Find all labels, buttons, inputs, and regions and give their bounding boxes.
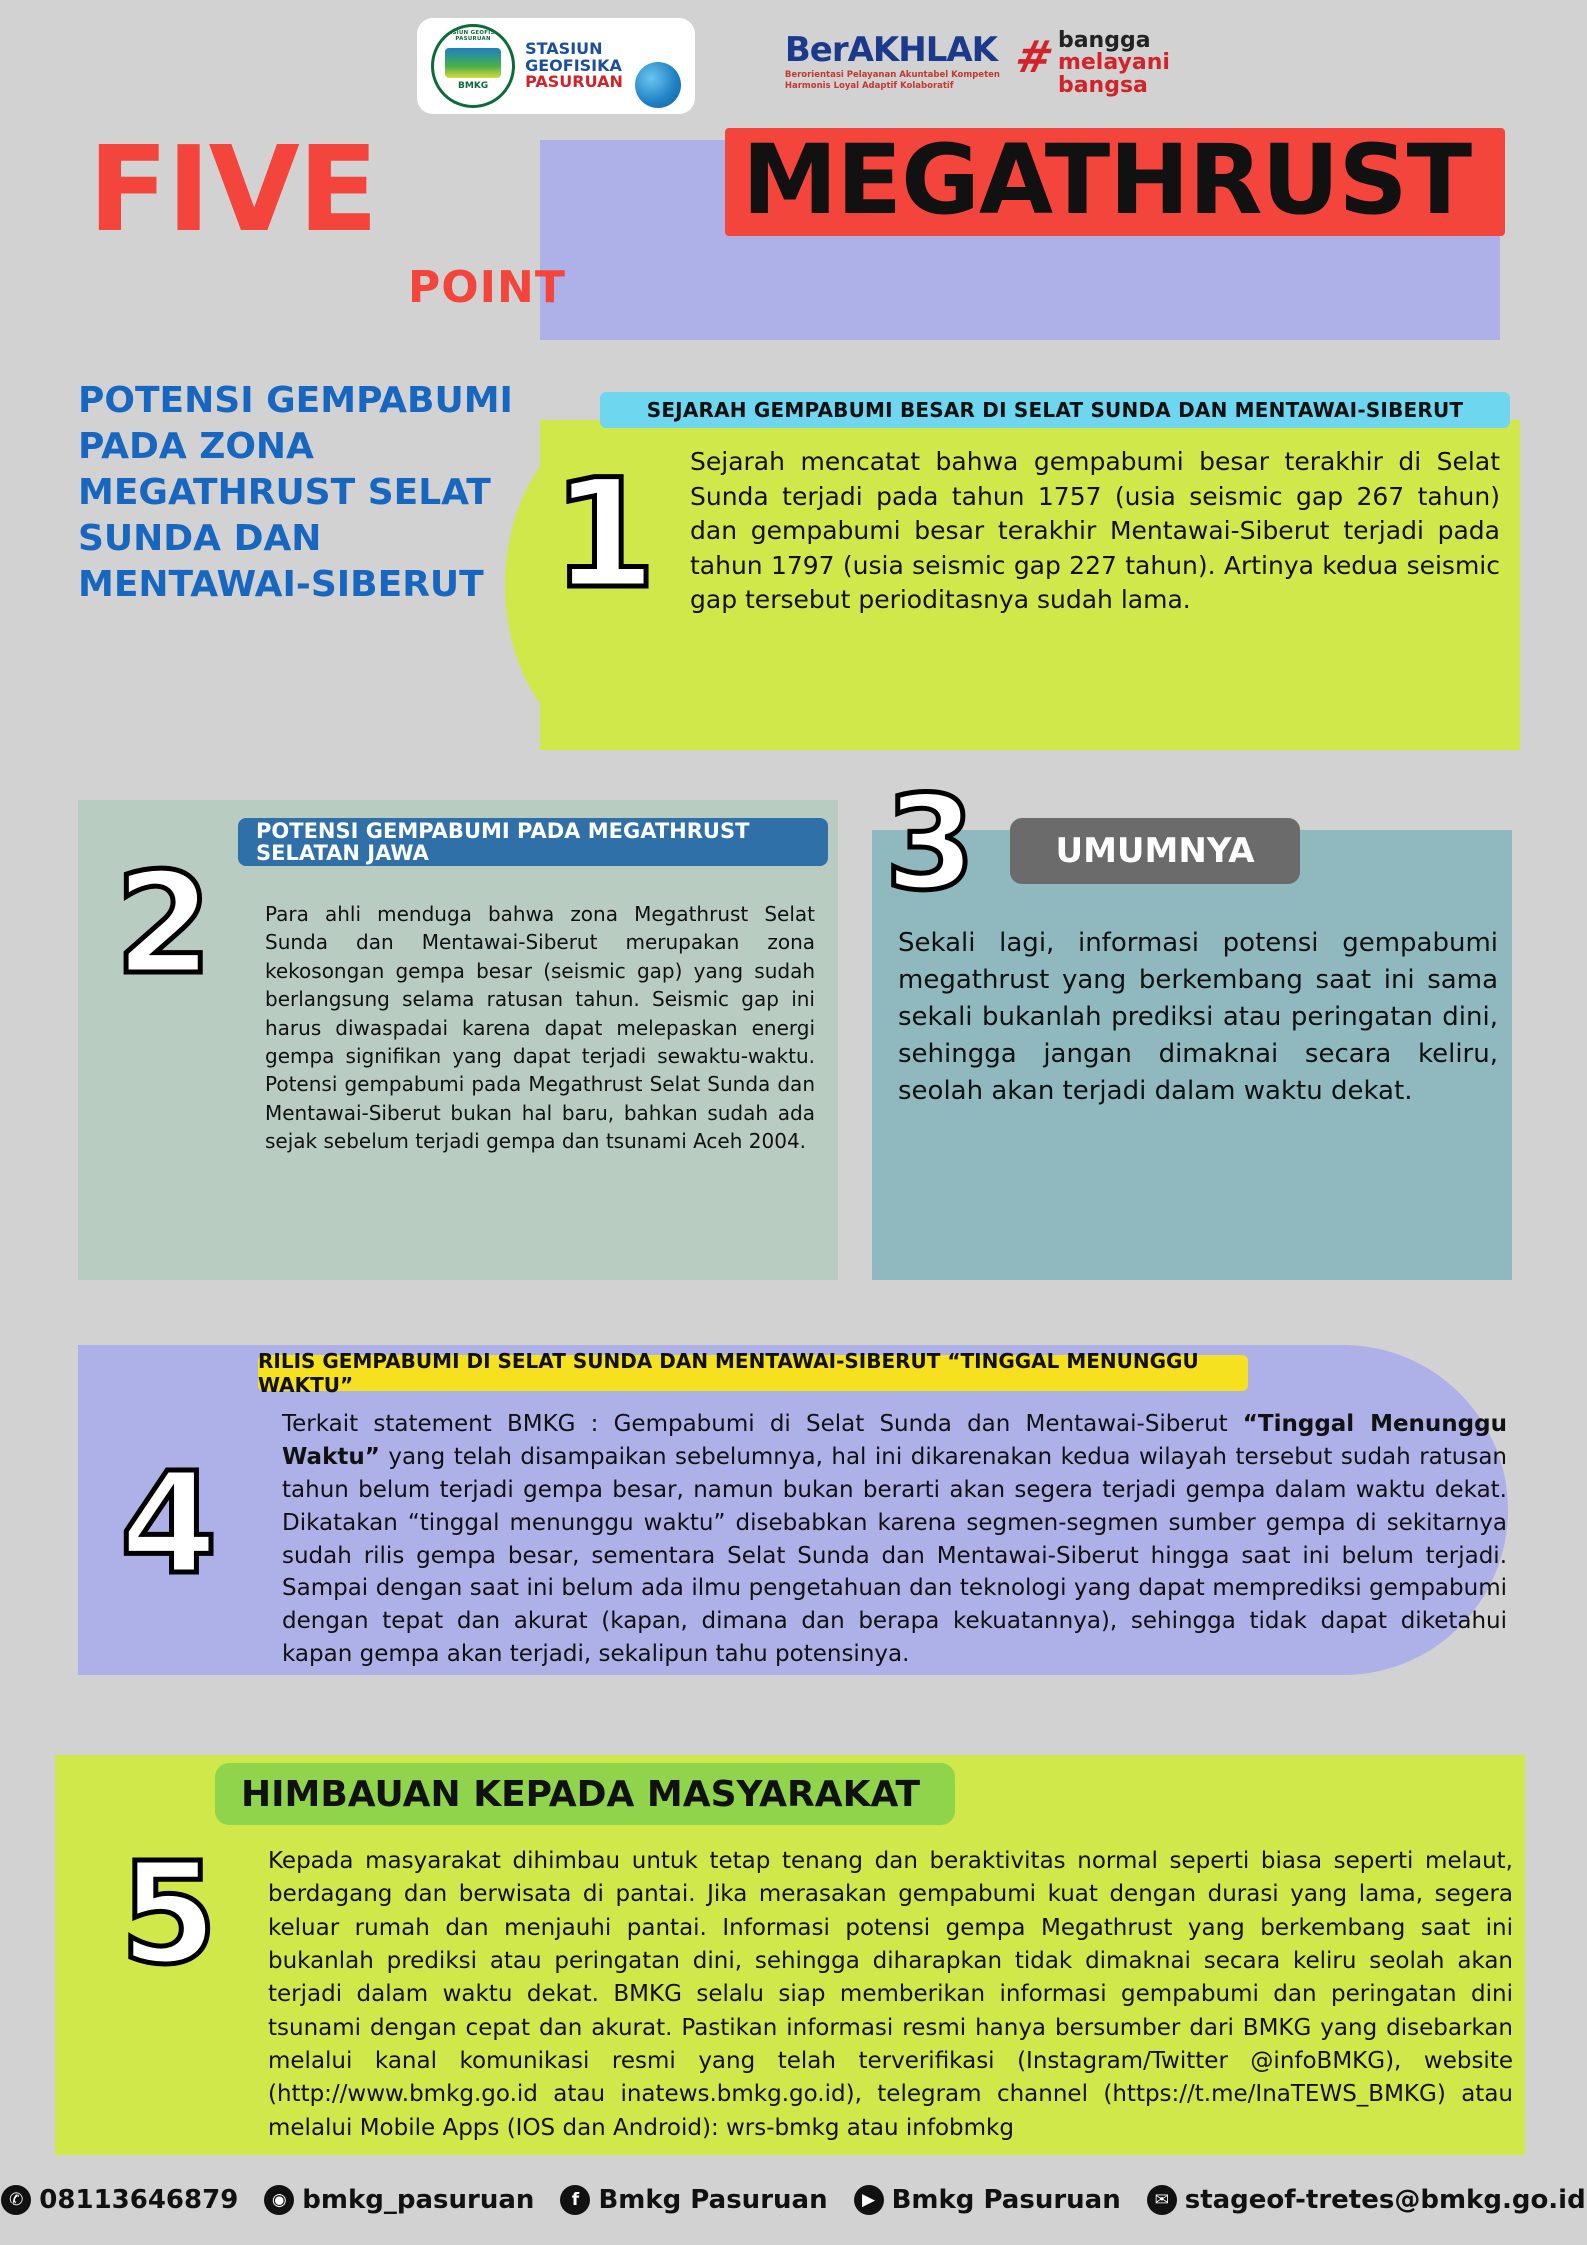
stasiun-line-3: PASURUAN <box>525 72 623 92</box>
bangga-line-3: bangsa <box>1057 72 1148 98</box>
footer-label-instagram: bmkg_pasuruan <box>302 2185 535 2215</box>
footer-label-email: stageof-tretes@bmkg.go.id <box>1184 2185 1586 2215</box>
seal-ring-text: STASIUN GEOFISIKA PASURUAN <box>440 30 506 42</box>
point-4-header <box>258 1349 1248 1397</box>
point-2-number: 2 <box>115 843 213 1006</box>
point-5-header-label: HIMBAUAN KEPADA MASYARAKAT <box>241 1773 921 1815</box>
point-5-header <box>215 1763 955 1825</box>
stasiun-text <box>525 38 623 92</box>
point-word: POINT <box>408 262 566 313</box>
footer-label-whatsapp: 08113646879 <box>39 2185 239 2215</box>
point-4-number: 4 <box>120 1443 218 1606</box>
bangga-line-1: bangga <box>1057 28 1151 53</box>
point-4-body-pre: Terkait statement BMKG : Gempabumi di Selat Sunda dan Mentawai-Siberut <box>282 1411 1243 1437</box>
point-1-number: 1 <box>552 448 657 622</box>
seal-core-icon <box>445 48 501 78</box>
point-2-header <box>238 818 828 866</box>
stasiun-line-1: STASIUN <box>525 38 603 58</box>
whatsapp-icon: ✆ <box>1 2185 31 2215</box>
berakhlak-sub-2: Harmonis Loyal Adaptif Kolaboratif <box>784 80 954 91</box>
footer-label-facebook: Bmkg Pasuruan <box>598 2185 828 2215</box>
five-word: FIVE <box>88 120 377 258</box>
globe-icon <box>635 62 681 108</box>
bangga-line-2: melayani <box>1057 50 1170 76</box>
footer-item-email[interactable] <box>1147 2185 1586 2215</box>
email-icon: ✉ <box>1147 2185 1177 2215</box>
berakhlak-logo <box>785 18 1170 97</box>
footer-item-instagram[interactable] <box>264 2185 534 2215</box>
point-1-header-label: SEJARAH GEMPABUMI BESAR DI SELAT SUNDA DAN MENTAWAI-SIBERUT <box>646 398 1464 422</box>
point-1-header <box>600 392 1510 428</box>
berakhlak-title: BerAKHLAK <box>784 30 998 70</box>
point-4-body-bold: “Tinggal Menunggu Waktu” <box>282 1411 1507 1470</box>
footer-item-facebook[interactable] <box>560 2185 827 2215</box>
point-4-header-label: RILIS GEMPABUMI DI SELAT SUNDA DAN MENTAWAI-SIBERUT “TINGGAL MENUNGGU WAKTU” <box>258 1349 1199 1397</box>
facebook-icon: f <box>560 2185 590 2215</box>
megathrust-title: MEGATHRUST <box>742 124 1472 236</box>
point-5-body: Kepada masyarakat dihimbau untuk tetap tenang dan beraktivitas normal seperti biasa seperti melaut, berdagang dan berwisata di pantai. Jika merasakan gempabumi kuat dengan durasi yang lama, segera keluar rumah dan menjauhi pantai. Informasi potensi gempa Megathrust yang berkembang saat ini bukanlah prediksi atau peringatan dini, sehingga diharapkan tidak dimaknai secara keliru seolah akan terjadi dalam waktu dekat. BMKG selalu siap memberikan informasi gempabumi dan peringatan dini tsunami dengan cepat dan akurat. Pastikan informasi resmi hanya bersumber dari BMKG yang disebarkan melalui kanal komunikasi resmi yang telah terverifikasi (Instagram/Twitter @infoBMKG), website (http://www.bmkg.go.id atau inatews.bmkg.go.id), telegram channel (https://t.me/InaTEWS_BMKG) atau melalui Mobile Apps (IOS dan Android): wrs-bmkg atau infobmkg <box>268 1848 1513 2141</box>
point-1-body: Sejarah mencatat bahwa gempabumi besar terakhir di Selat Sunda terjadi pada tahun 1757 (usia seismic gap 267 tahun) dan gempabumi besar terakhir Mentawai-Siberut terjadi pada tahun 1797 (usia seismic gap 227 tahun). Artinya kedua seismic gap tersebut perioditasnya sudah lama. <box>690 447 1500 614</box>
berakhlak-sub-1: Berorientasi Pelayanan Akuntabel Kompeten <box>784 70 1000 80</box>
bmkg-logo <box>417 18 695 114</box>
seal-label: BMKG <box>458 80 489 91</box>
bmkg-seal-icon <box>431 24 515 108</box>
bangga-melayani-bangsa-logo <box>1010 28 1170 98</box>
point-5-number: 5 <box>120 1833 218 1996</box>
point-3-number: 3 <box>885 767 976 919</box>
point-3-header <box>1010 818 1300 884</box>
point-3-header-label: UMUMNYA <box>1055 831 1255 871</box>
hashtag-icon: # <box>1010 32 1059 83</box>
point-2-header-label: POTENSI GEMPABUMI PADA MEGATHRUST SELATAN JAWA <box>256 818 750 865</box>
footer-item-youtube[interactable] <box>854 2185 1121 2215</box>
page-title: POTENSI GEMPABUMI PADA ZONA MEGATHRUST SELAT SUNDA DAN MENTAWAI-SIBERUT <box>78 380 513 606</box>
contact-footer <box>0 2170 1587 2230</box>
point-3-body: Sekali lagi, informasi potensi gempabumi megathrust yang berkembang saat ini sama sekali bukanlah prediksi atau peringatan dini, sehingga jangan dimaknai secara keliru, seolah akan terjadi dalam waktu dekat. <box>898 928 1498 1106</box>
stasiun-line-2: GEOFISIKA <box>525 55 622 75</box>
footer-item-whatsapp[interactable] <box>1 2185 238 2215</box>
point-4-body-post: yang telah disampaikan sebelumnya, hal ini dikarenakan kedua wilayah tersebut sudah ratusan tahun belum terjadi gempa besar, namun bukan berarti akan segera terjadi gempa dalam waktu dekat. Dikatakan “tinggal menunggu waktu” disebabkan karena segmen-segmen sumber gempa di sekitarnya sudah rilis gempa besar, sementara Selat Sunda dan Mentawai-Siberut hingga saat ini belum terjadi. Sampai dengan saat ini belum ada ilmu pengetahuan dan teknologi yang dapat memprediksi gempabumi dengan tepat dan akurat (kapan, dimana dan berapa kekuatannya), sehingga tidak dapat diketahui kapan gempa akan terjadi, sekalipun tahu potensinya. <box>282 1443 1507 1668</box>
point-4-body <box>282 1408 1507 1671</box>
point-2-body: Para ahli menduga bahwa zona Megathrust Selat Sunda dan Mentawai-Siberut merupakan zona kekosongan gempa besar (seismic gap) yang sudah berlangsung selama ratusan tahun. Seismic gap ini harus diwaspadai karena dapat melepaskan energi gempa signifikan yang dapat terjadi sewaktu-waktu. Potensi gempabumi pada Megathrust Selat Sunda dan Mentawai-Siberut bukan hal baru, bahkan sudah ada sejak sebelum terjadi gempa dan tsunami Aceh 2004. <box>265 902 815 1154</box>
youtube-icon: ▶ <box>854 2185 884 2215</box>
footer-label-youtube: Bmkg Pasuruan <box>891 2185 1121 2215</box>
instagram-icon: ◉ <box>264 2185 294 2215</box>
